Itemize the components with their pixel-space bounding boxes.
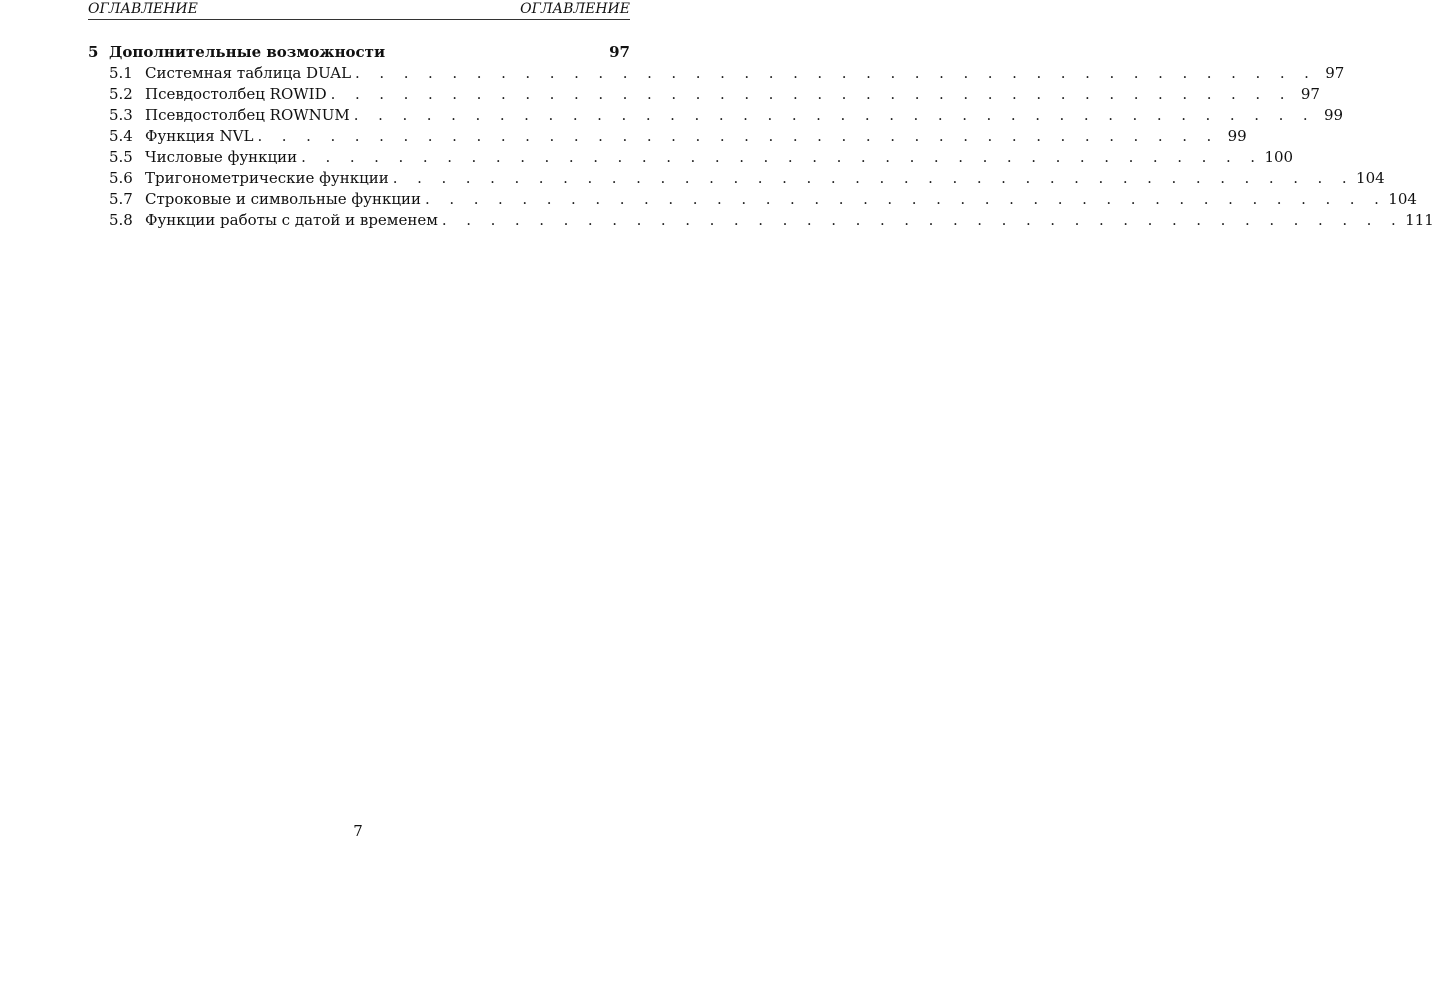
section-title: Тригонометрические функции [145,169,389,187]
toc-section-entry[interactable] [88,126,1247,147]
header-left-title: ОГЛАВЛЕНИЕ [88,1,198,17]
section-title: Псевдостолбец ROWNUM [145,106,350,124]
toc-section-entry[interactable] [88,147,1294,168]
dot-leader: . . . . . . . . . . . . . . . . . . . . . . . . . . . . . . . . . . . . . . . . [355,64,1317,82]
section-page: 104 [1388,190,1417,208]
section-title: Строковые и символьные функции [145,190,422,208]
section-page: 111 [1405,211,1434,229]
section-title: Псевдостолбец ROWID [145,85,327,103]
section-title: Функция NVL [145,127,254,145]
dot-leader: . . . . . . . . . . . . . . . . . . . . . . . . . . . . . . . . . . . . . . . . [392,169,1355,187]
section-title: Функции работы с датой и временем [145,211,438,229]
toc-section-entry[interactable] [88,168,1385,189]
section-number: 5.4 [109,127,133,145]
chapter-page: 97 [609,43,630,61]
section-number: 5.3 [109,106,133,124]
section-page: 97 [1300,85,1320,103]
section-page: 99 [1227,127,1247,145]
dot-leader: . . . . . . . . . . . . . . . . . . . . . . . . . . . . . . . . . . . . . . . . [441,211,1404,229]
toc-section-entry[interactable] [88,210,1434,231]
section-number: 5.8 [109,211,133,229]
toc-section-entry[interactable] [88,105,1344,126]
section-number: 5.5 [109,148,133,166]
section-number: 5.7 [109,190,133,208]
page-number: 7 [353,822,363,840]
toc-chapter-entry[interactable] [88,42,630,63]
section-page: 100 [1264,148,1294,166]
chapter-number: 5 [88,43,99,61]
section-page: 97 [1325,64,1345,82]
toc-section-entry[interactable] [88,63,1345,84]
table-of-contents [88,42,1434,231]
toc-section-entry[interactable] [88,84,1320,105]
section-page: 104 [1356,169,1385,187]
section-title: Числовые функции [145,148,298,166]
dot-leader: . . . . . . . . . . . . . . . . . . . . . . . . . . . . . . . . . . . . . . . . [301,148,1263,166]
section-title: Системная таблица DUAL [145,64,352,82]
header-right-title: ОГЛАВЛЕНИЕ [520,1,630,17]
dot-leader: . . . . . . . . . . . . . . . . . . . . . . . . . . . . . . . . . . . . . . . . [257,127,1219,145]
dot-leader: . . . . . . . . . . . . . . . . . . . . . . . . . . . . . . . . . . . . . . . . [425,190,1387,208]
chapter-title: Дополнительные возможности [109,43,386,61]
toc-section-entry[interactable] [88,189,1417,210]
running-header [88,0,630,20]
dot-leader: . . . . . . . . . . . . . . . . . . . . . . . . . . . . . . . . . . . . . . . . [330,85,1292,103]
dot-leader: . . . . . . . . . . . . . . . . . . . . . . . . . . . . . . . . . . . . . . . . [353,106,1316,124]
section-page: 99 [1323,106,1344,124]
section-number: 5.1 [109,64,133,82]
section-number: 5.6 [109,169,133,187]
section-number: 5.2 [109,85,133,103]
